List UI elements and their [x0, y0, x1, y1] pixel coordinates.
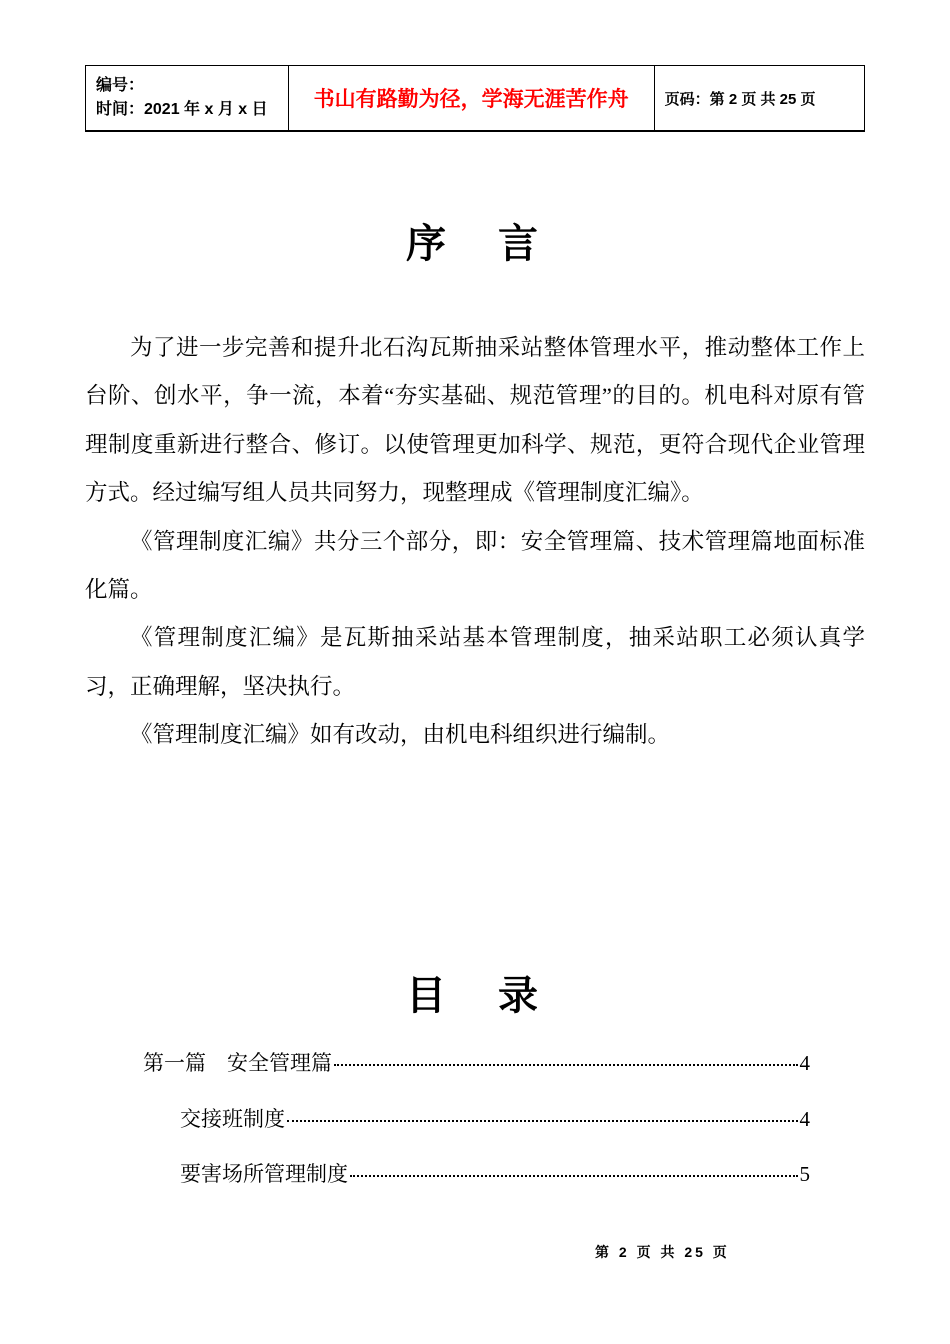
toc-entry-label: 交接班制度 — [180, 1106, 285, 1131]
toc-entry-page-number: 5 — [799, 1161, 810, 1186]
header-id-cell — [86, 66, 289, 132]
preface-paragraph: 《管理制度汇编》如有改动，由机电科组织进行编制。 — [130, 722, 671, 747]
page-footer: 第 2 页 共 25 页 — [595, 1244, 730, 1260]
header-motto-text: 书山有路勤为径，学海无涯苦作舟 — [313, 88, 629, 111]
toc-entry-label: 第一篇 安全管理篇 — [143, 1051, 332, 1076]
document-header — [85, 65, 865, 132]
toc-entry-page-number: 4 — [799, 1106, 810, 1131]
toc-entry-shift-handover[interactable] — [85, 1107, 810, 1132]
toc-title: 目 录 — [406, 974, 544, 1019]
toc-dot-leader — [334, 1064, 798, 1066]
header-page-cell — [654, 66, 864, 132]
preface-body — [85, 324, 865, 759]
toc-entry-critical-sites[interactable] — [85, 1162, 810, 1187]
header-page-label: 页码：第 2 页 共 25 页 — [664, 90, 816, 108]
header-date-label: 时间：2021 年 x 月 x 日 — [96, 101, 268, 118]
toc-entry-safety-section[interactable] — [85, 1051, 810, 1076]
toc-dot-leader — [287, 1120, 798, 1122]
preface-paragraph: 《管理制度汇编》是瓦斯抽采站基本管理制度，抽采站职工必须认真学习，正确理解，坚决执行。 — [85, 625, 865, 699]
preface-paragraph: 为了进一步完善和提升北石沟瓦斯抽采站整体管理水平，推动整体工作上台阶、创水平，争一流，本着“夯实基础、规范管理”的目的。机电科对原有管理制度重新进行整合、修订。以使管理更加科学、规范，更符合现代企业管理方式。经过编写组人员共同努力，现整理成《管理制度汇编》。 — [85, 335, 865, 506]
header-number-label: 编号： — [96, 77, 145, 94]
toc-dot-leader — [350, 1175, 798, 1177]
toc-entry-page-number: 4 — [799, 1051, 810, 1076]
toc-entry-label: 要害场所管理制度 — [180, 1161, 348, 1186]
preface-paragraph: 《管理制度汇编》共分三个部分，即：安全管理篇、技术管理篇地面标准化篇。 — [85, 528, 865, 602]
table-of-contents — [85, 1051, 865, 1187]
preface-title: 序 言 — [406, 222, 544, 266]
header-motto-cell — [288, 66, 654, 132]
